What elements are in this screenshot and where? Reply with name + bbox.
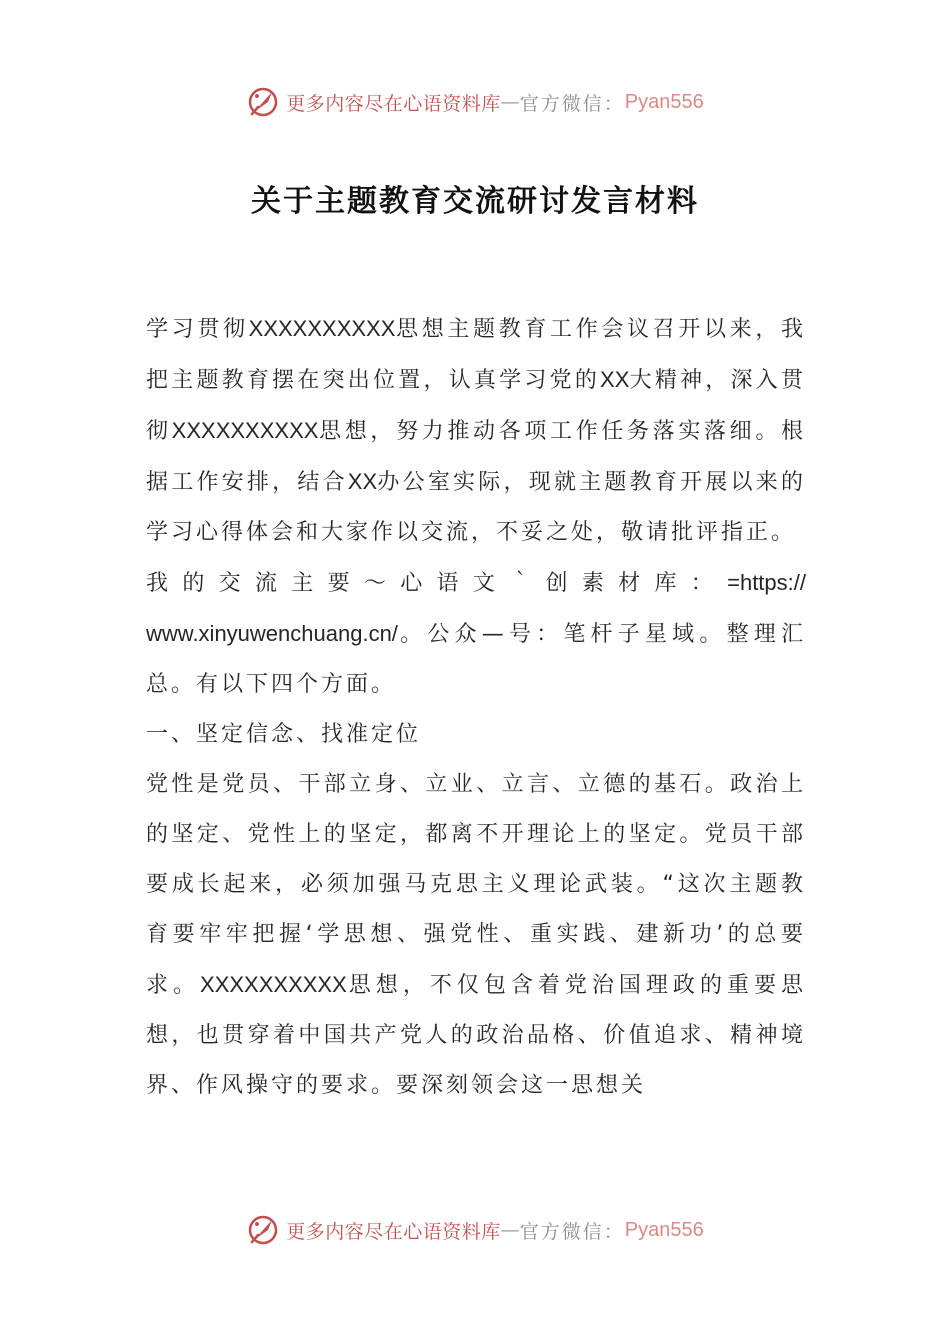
header-banner [0,82,950,122]
exchange-rest-text: 。公众—号：笔杆子星域。整理汇总。有以下四个方面。 [146,622,806,697]
intro-text-5: 办公室实际，现就主题教育开展以来的学习心得体会和大家作以交流，不妥之处，敬请批评指正。 [146,470,806,545]
intro-placeholder-1: XXXXXXXXXX [248,316,396,341]
exchange-url-part2: www.xinyuwenchuang.cn/ [146,621,398,646]
section1-placeholder: XXXXXXXXXX [200,972,347,997]
intro-placeholder-2: XX [600,367,630,392]
banner-official-label: 官方微信： [519,92,625,115]
paragraph-exchange-rest [146,609,806,710]
intro-text-3: 大精神，深入贯彻 [146,368,806,444]
banner-slogan: 更多内容尽在心语资料库 [286,92,501,115]
intro-text-1: 学习贯彻 [146,317,249,342]
exchange-text: 我的交流主要～心语文｀创素材库： [146,571,728,596]
footer-wechat-id: Pyan556 [624,1218,704,1241]
document-body [146,304,806,1111]
footer-slogan: 更多内容尽在心语资料库 [286,1220,501,1243]
paragraph-section-1 [146,760,806,1111]
section1-text-2: 思想，不仅包含着党治国理政的重要思想，也贯穿着中国共产党人的政治品格、价值追求、精神境界、作风操守的要求。要深刻领会这一思想关 [146,973,806,1098]
paragraph-exchange-line1 [146,558,806,609]
intro-text-4: 思想，努力推动各项工作任务落实落细。根据工作安排，结合 [146,419,806,495]
document-title: 关于主题教育交流研讨发言材料 [251,184,699,219]
quill-logo-icon [246,85,280,119]
quill-logo-icon [246,1213,280,1247]
footer-official-label: 官方微信： [519,1220,625,1243]
intro-placeholder-3: XXXXXXXXXX [171,418,319,443]
banner-dash: — [500,91,520,113]
section1-text-1: 党性是党员、干部立身、立业、立言、立德的基石。政治上的坚定、党性上的坚定，都离不开理论上的坚定。党员干部要成长起来，必须加强马克思主义理论武装。“这次主题教育要牢牢把握‘学思想、强党性、重实践、建新功’的总要求。 [146,772,806,998]
intro-text-2: 思想主题教育工作会议召开以来，我把主题教育摆在突出位置，认真学习党的 [146,317,806,393]
footer-banner [0,1210,950,1250]
intro-placeholder-4: XX [347,469,378,494]
section-heading-1: 一、坚定信念、找准定位 [146,722,422,747]
paragraph-intro [146,304,806,558]
exchange-url-part1: =https:// [727,570,806,595]
footer-dash: — [500,1219,520,1241]
banner-wechat-id: Pyan556 [624,90,704,113]
